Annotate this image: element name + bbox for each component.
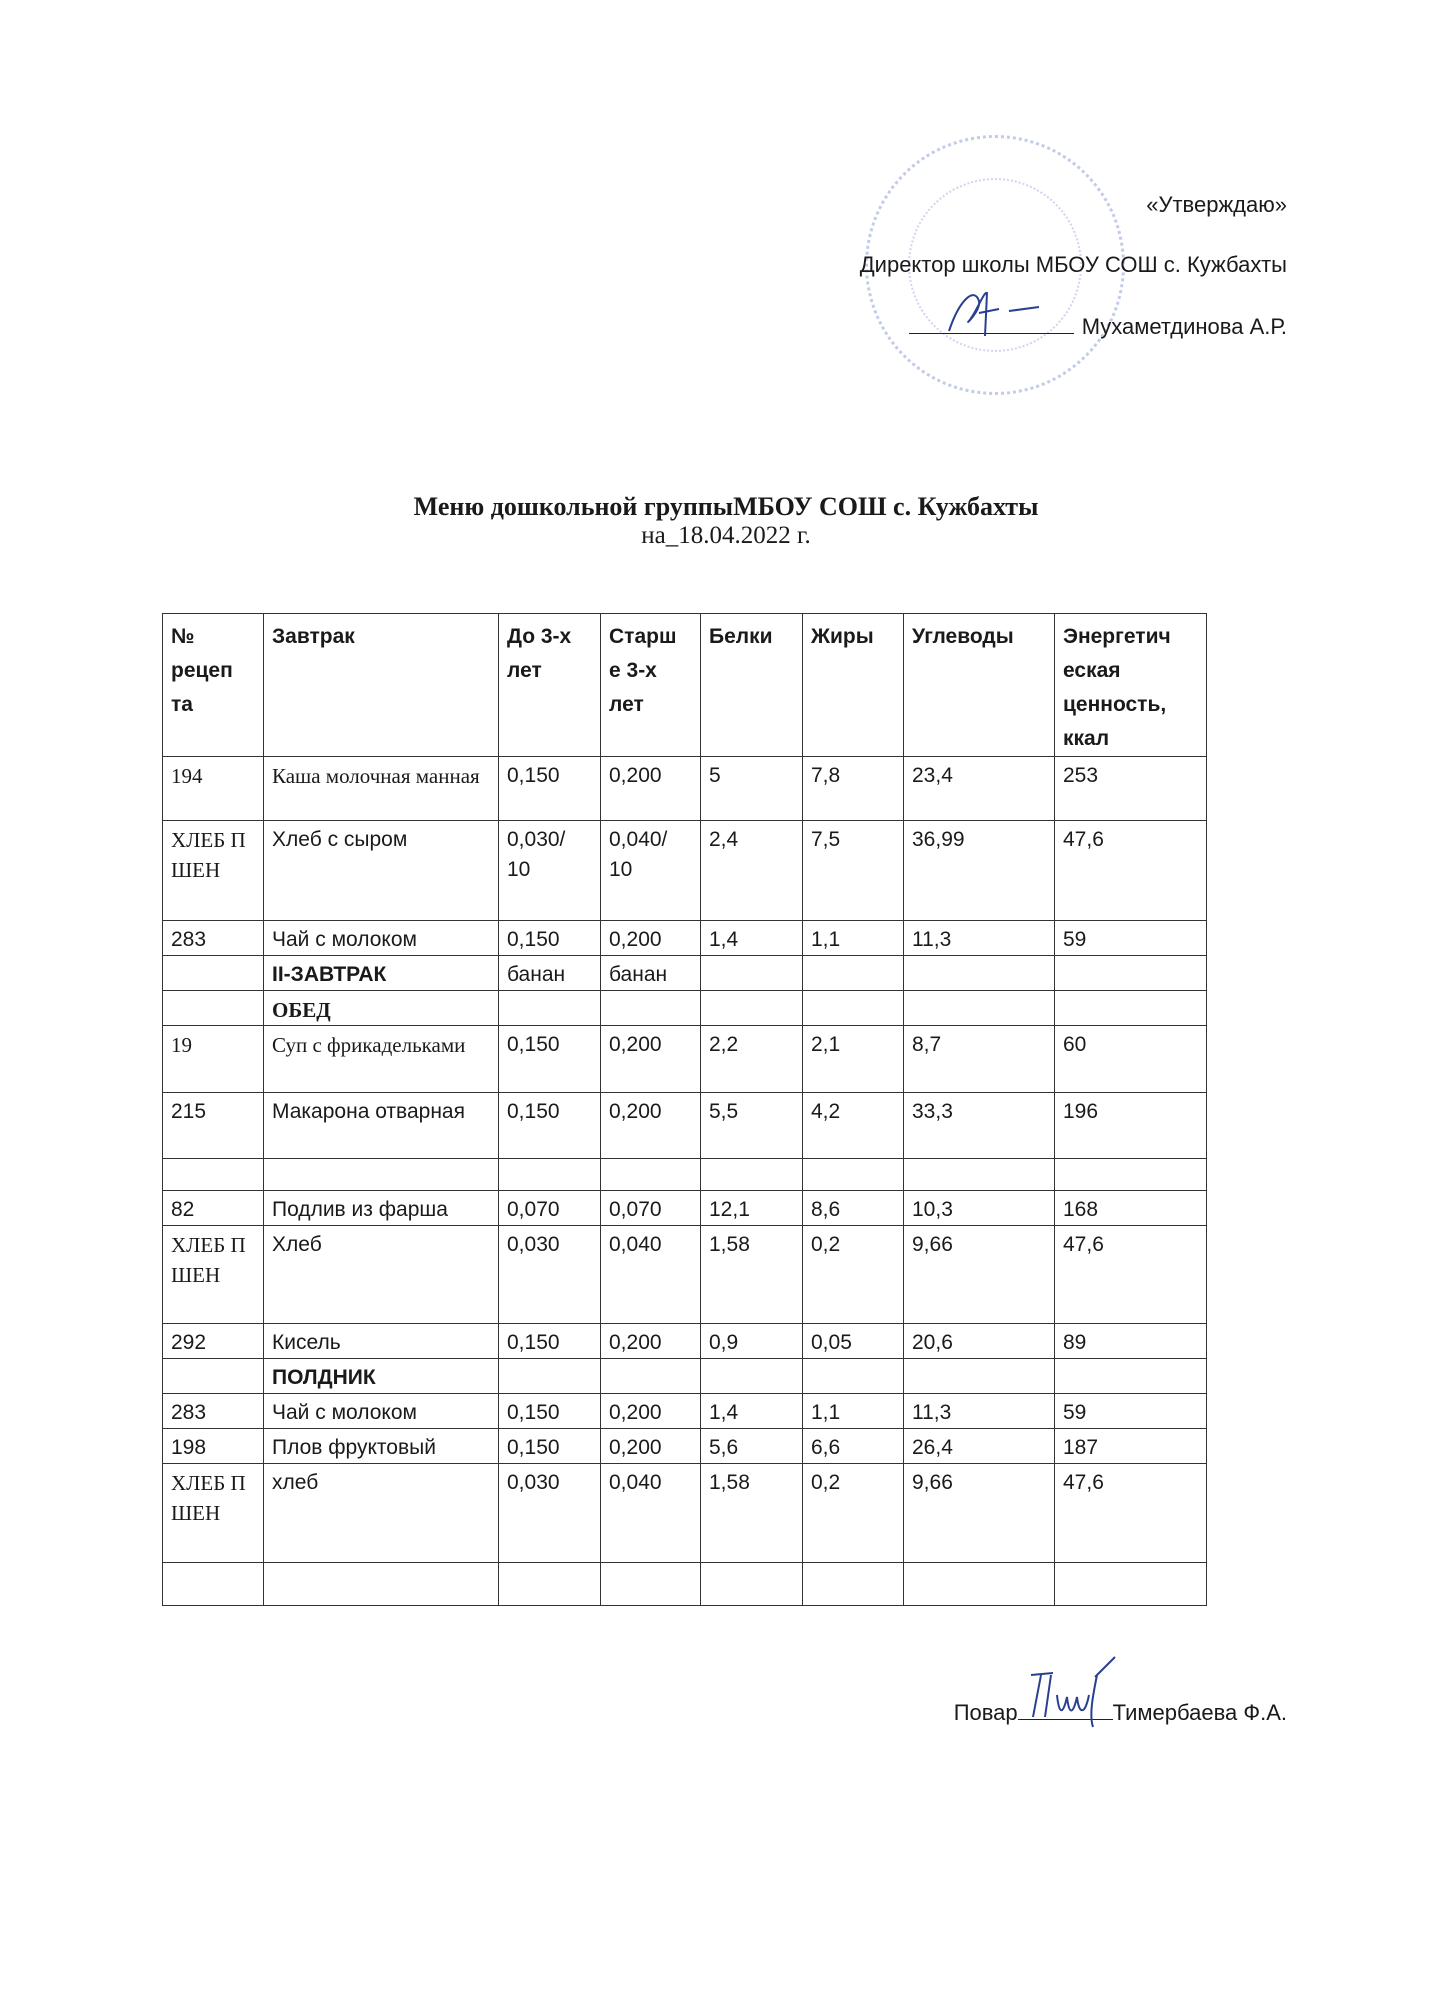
table-row: [163, 1324, 1207, 1359]
under-3-cell: 0,150: [499, 921, 601, 956]
table-row: [163, 921, 1207, 956]
dish-cell: [264, 1563, 499, 1606]
fat-cell: 6,6: [803, 1429, 904, 1464]
dish-cell: Макарона отварная: [264, 1093, 499, 1159]
table-row: [163, 956, 1207, 991]
over-3-cell: 0,200: [601, 1324, 701, 1359]
carbs-cell: 26,4: [904, 1429, 1055, 1464]
over-3-cell: 0,040: [601, 1226, 701, 1324]
table-row: [163, 1093, 1207, 1159]
over-3-cell: [601, 1359, 701, 1394]
energy-cell: 253: [1055, 757, 1207, 821]
carbs-cell: 10,3: [904, 1191, 1055, 1226]
protein-cell: [701, 956, 803, 991]
energy-cell: [1055, 1159, 1207, 1191]
dish-cell: ОБЕД: [264, 991, 499, 1026]
table-row: [163, 1226, 1207, 1324]
under-3-cell: 0,150: [499, 1394, 601, 1429]
under-3-cell: 0,150: [499, 1324, 601, 1359]
fat-cell: 0,05: [803, 1324, 904, 1359]
recipe-no-cell: ХЛЕБ ПШЕН: [163, 821, 264, 921]
dish-cell: [264, 1159, 499, 1191]
dish-cell: Каша молочная манная: [264, 757, 499, 821]
over-3-cell: 0,070: [601, 1191, 701, 1226]
dish-cell: хлеб: [264, 1464, 499, 1563]
energy-cell: 60: [1055, 1026, 1207, 1093]
energy-cell: 47,6: [1055, 1464, 1207, 1563]
fat-cell: 7,8: [803, 757, 904, 821]
carbs-cell: 36,99: [904, 821, 1055, 921]
fat-cell: [803, 1359, 904, 1394]
table-row: [163, 1026, 1207, 1093]
recipe-no-cell: ХЛЕБ ПШЕН: [163, 1226, 264, 1324]
protein-cell: 1,58: [701, 1464, 803, 1563]
dish-cell: Плов фруктовый: [264, 1429, 499, 1464]
carbs-cell: [904, 1563, 1055, 1606]
recipe-no-cell: 82: [163, 1191, 264, 1226]
under-3-cell: 0,150: [499, 757, 601, 821]
protein-cell: [701, 1563, 803, 1606]
dish-cell: ПОЛДНИК: [264, 1359, 499, 1394]
energy-cell: 187: [1055, 1429, 1207, 1464]
protein-cell: 5: [701, 757, 803, 821]
recipe-no-cell: 19: [163, 1026, 264, 1093]
fat-cell: 0,2: [803, 1464, 904, 1563]
protein-cell: 5,6: [701, 1429, 803, 1464]
recipe-no-cell: [163, 956, 264, 991]
cook-signature-block: [954, 1697, 1287, 1726]
table-row: [163, 1159, 1207, 1191]
fat-cell: 4,2: [803, 1093, 904, 1159]
recipe-no-cell: 194: [163, 757, 264, 821]
cook-signature-line: [1018, 1697, 1113, 1720]
fat-cell: 7,5: [803, 821, 904, 921]
protein-cell: 1,4: [701, 1394, 803, 1429]
fat-cell: 0,2: [803, 1226, 904, 1324]
recipe-no-cell: ХЛЕБ ПШЕН: [163, 1464, 264, 1563]
recipe-no-cell: 292: [163, 1324, 264, 1359]
director-signature-icon: [939, 281, 1049, 341]
energy-cell: 47,6: [1055, 1226, 1207, 1324]
under-3-cell: 0,030: [499, 1464, 601, 1563]
under-3-cell: банан: [499, 956, 601, 991]
energy-cell: 89: [1055, 1324, 1207, 1359]
over-3-cell: банан: [601, 956, 701, 991]
fat-cell: [803, 991, 904, 1026]
over-3-cell: 0,040: [601, 1464, 701, 1563]
dish-cell: Суп с фрикадельками: [264, 1026, 499, 1093]
under-3-cell: 0,150: [499, 1026, 601, 1093]
under-3-cell: [499, 1159, 601, 1191]
energy-cell: 47,6: [1055, 821, 1207, 921]
fat-cell: [803, 1159, 904, 1191]
carbs-cell: 33,3: [904, 1093, 1055, 1159]
recipe-no-cell: 283: [163, 1394, 264, 1429]
under-3-cell: 0,030: [499, 1226, 601, 1324]
protein-cell: 5,5: [701, 1093, 803, 1159]
under-3-cell: 0,030/ 10: [499, 821, 601, 921]
cook-name: Тимербаева Ф.А.: [1112, 1700, 1287, 1725]
dish-cell: Чай с молоком: [264, 1394, 499, 1429]
energy-cell: [1055, 1563, 1207, 1606]
table-row: [163, 991, 1207, 1026]
protein-cell: [701, 1159, 803, 1191]
over-3-cell: 0,200: [601, 1394, 701, 1429]
over-3-cell: 0,200: [601, 1093, 701, 1159]
under-3-cell: [499, 1359, 601, 1394]
protein-cell: 2,4: [701, 821, 803, 921]
menu-table: [162, 613, 1207, 1606]
recipe-no-cell: 215: [163, 1093, 264, 1159]
fat-cell: 2,1: [803, 1026, 904, 1093]
energy-cell: [1055, 956, 1207, 991]
document-date: на_18.04.2022 г.: [641, 522, 811, 549]
over-3-cell: [601, 1563, 701, 1606]
fat-cell: 1,1: [803, 921, 904, 956]
header-under-3: До 3-х лет: [499, 614, 601, 757]
recipe-no-cell: 283: [163, 921, 264, 956]
dish-cell: Подлив из фарша: [264, 1191, 499, 1226]
recipe-no-cell: [163, 1359, 264, 1394]
over-3-cell: 0,200: [601, 757, 701, 821]
table-row: [163, 1429, 1207, 1464]
header-breakfast: Завтрак: [264, 614, 499, 757]
carbs-cell: 23,4: [904, 757, 1055, 821]
cook-signature-icon: [1023, 1655, 1123, 1730]
energy-cell: [1055, 1359, 1207, 1394]
carbs-cell: [904, 1159, 1055, 1191]
table-row: [163, 1394, 1207, 1429]
dish-cell: Хлеб: [264, 1226, 499, 1324]
header-energy: Энергетич еская ценность, ккал: [1055, 614, 1207, 757]
recipe-no-cell: [163, 1563, 264, 1606]
dish-cell: Чай с молоком: [264, 921, 499, 956]
approval-signatory: [909, 311, 1287, 340]
over-3-cell: 0,200: [601, 1026, 701, 1093]
header-fat: Жиры: [803, 614, 904, 757]
recipe-no-cell: [163, 1159, 264, 1191]
under-3-cell: 0,150: [499, 1093, 601, 1159]
protein-cell: 1,58: [701, 1226, 803, 1324]
recipe-no-cell: [163, 991, 264, 1026]
dish-cell: Хлеб с сыром: [264, 821, 499, 921]
carbs-cell: 20,6: [904, 1324, 1055, 1359]
recipe-no-cell: 198: [163, 1429, 264, 1464]
energy-cell: 168: [1055, 1191, 1207, 1226]
energy-cell: 59: [1055, 921, 1207, 956]
under-3-cell: [499, 1563, 601, 1606]
over-3-cell: 0,200: [601, 1429, 701, 1464]
header-carbs: Углеводы: [904, 614, 1055, 757]
carbs-cell: 11,3: [904, 1394, 1055, 1429]
over-3-cell: 0,200: [601, 921, 701, 956]
over-3-cell: [601, 991, 701, 1026]
protein-cell: 0,9: [701, 1324, 803, 1359]
over-3-cell: 0,040/ 10: [601, 821, 701, 921]
document-title: Меню дошкольной группыМБОУ СОШ с. Кужбахты: [413, 492, 1039, 521]
carbs-cell: 9,66: [904, 1464, 1055, 1563]
header-protein: Белки: [701, 614, 803, 757]
table-row: [163, 821, 1207, 921]
protein-cell: [701, 991, 803, 1026]
carbs-cell: 9,66: [904, 1226, 1055, 1324]
protein-cell: 12,1: [701, 1191, 803, 1226]
header-over-3: Старш е 3-х лет: [601, 614, 701, 757]
header-recipe-no: № рецеп та: [163, 614, 264, 757]
director-name: Мухаметдинова А.Р.: [1081, 314, 1287, 339]
table-row: [163, 1563, 1207, 1606]
energy-cell: [1055, 991, 1207, 1026]
energy-cell: 196: [1055, 1093, 1207, 1159]
fat-cell: [803, 1563, 904, 1606]
table-header-row: [163, 614, 1207, 757]
protein-cell: 1,4: [701, 921, 803, 956]
carbs-cell: 11,3: [904, 921, 1055, 956]
carbs-cell: [904, 1359, 1055, 1394]
dish-cell: Кисель: [264, 1324, 499, 1359]
under-3-cell: [499, 991, 601, 1026]
approval-heading: «Утверждаю»: [1146, 192, 1287, 217]
approval-position: Директор школы МБОУ СОШ с. Кужбахты: [859, 252, 1287, 277]
protein-cell: 2,2: [701, 1026, 803, 1093]
cook-label: Повар: [953, 1700, 1018, 1725]
director-signature-line: [909, 311, 1074, 334]
under-3-cell: 0,070: [499, 1191, 601, 1226]
table-row: [163, 1191, 1207, 1226]
table-row: [163, 1464, 1207, 1563]
fat-cell: 8,6: [803, 1191, 904, 1226]
over-3-cell: [601, 1159, 701, 1191]
carbs-cell: [904, 991, 1055, 1026]
table-row: [163, 757, 1207, 821]
carbs-cell: 8,7: [904, 1026, 1055, 1093]
fat-cell: [803, 956, 904, 991]
protein-cell: [701, 1359, 803, 1394]
energy-cell: 59: [1055, 1394, 1207, 1429]
dish-cell: II-ЗАВТРАК: [264, 956, 499, 991]
carbs-cell: [904, 956, 1055, 991]
table-row: [163, 1359, 1207, 1394]
fat-cell: 1,1: [803, 1394, 904, 1429]
under-3-cell: 0,150: [499, 1429, 601, 1464]
